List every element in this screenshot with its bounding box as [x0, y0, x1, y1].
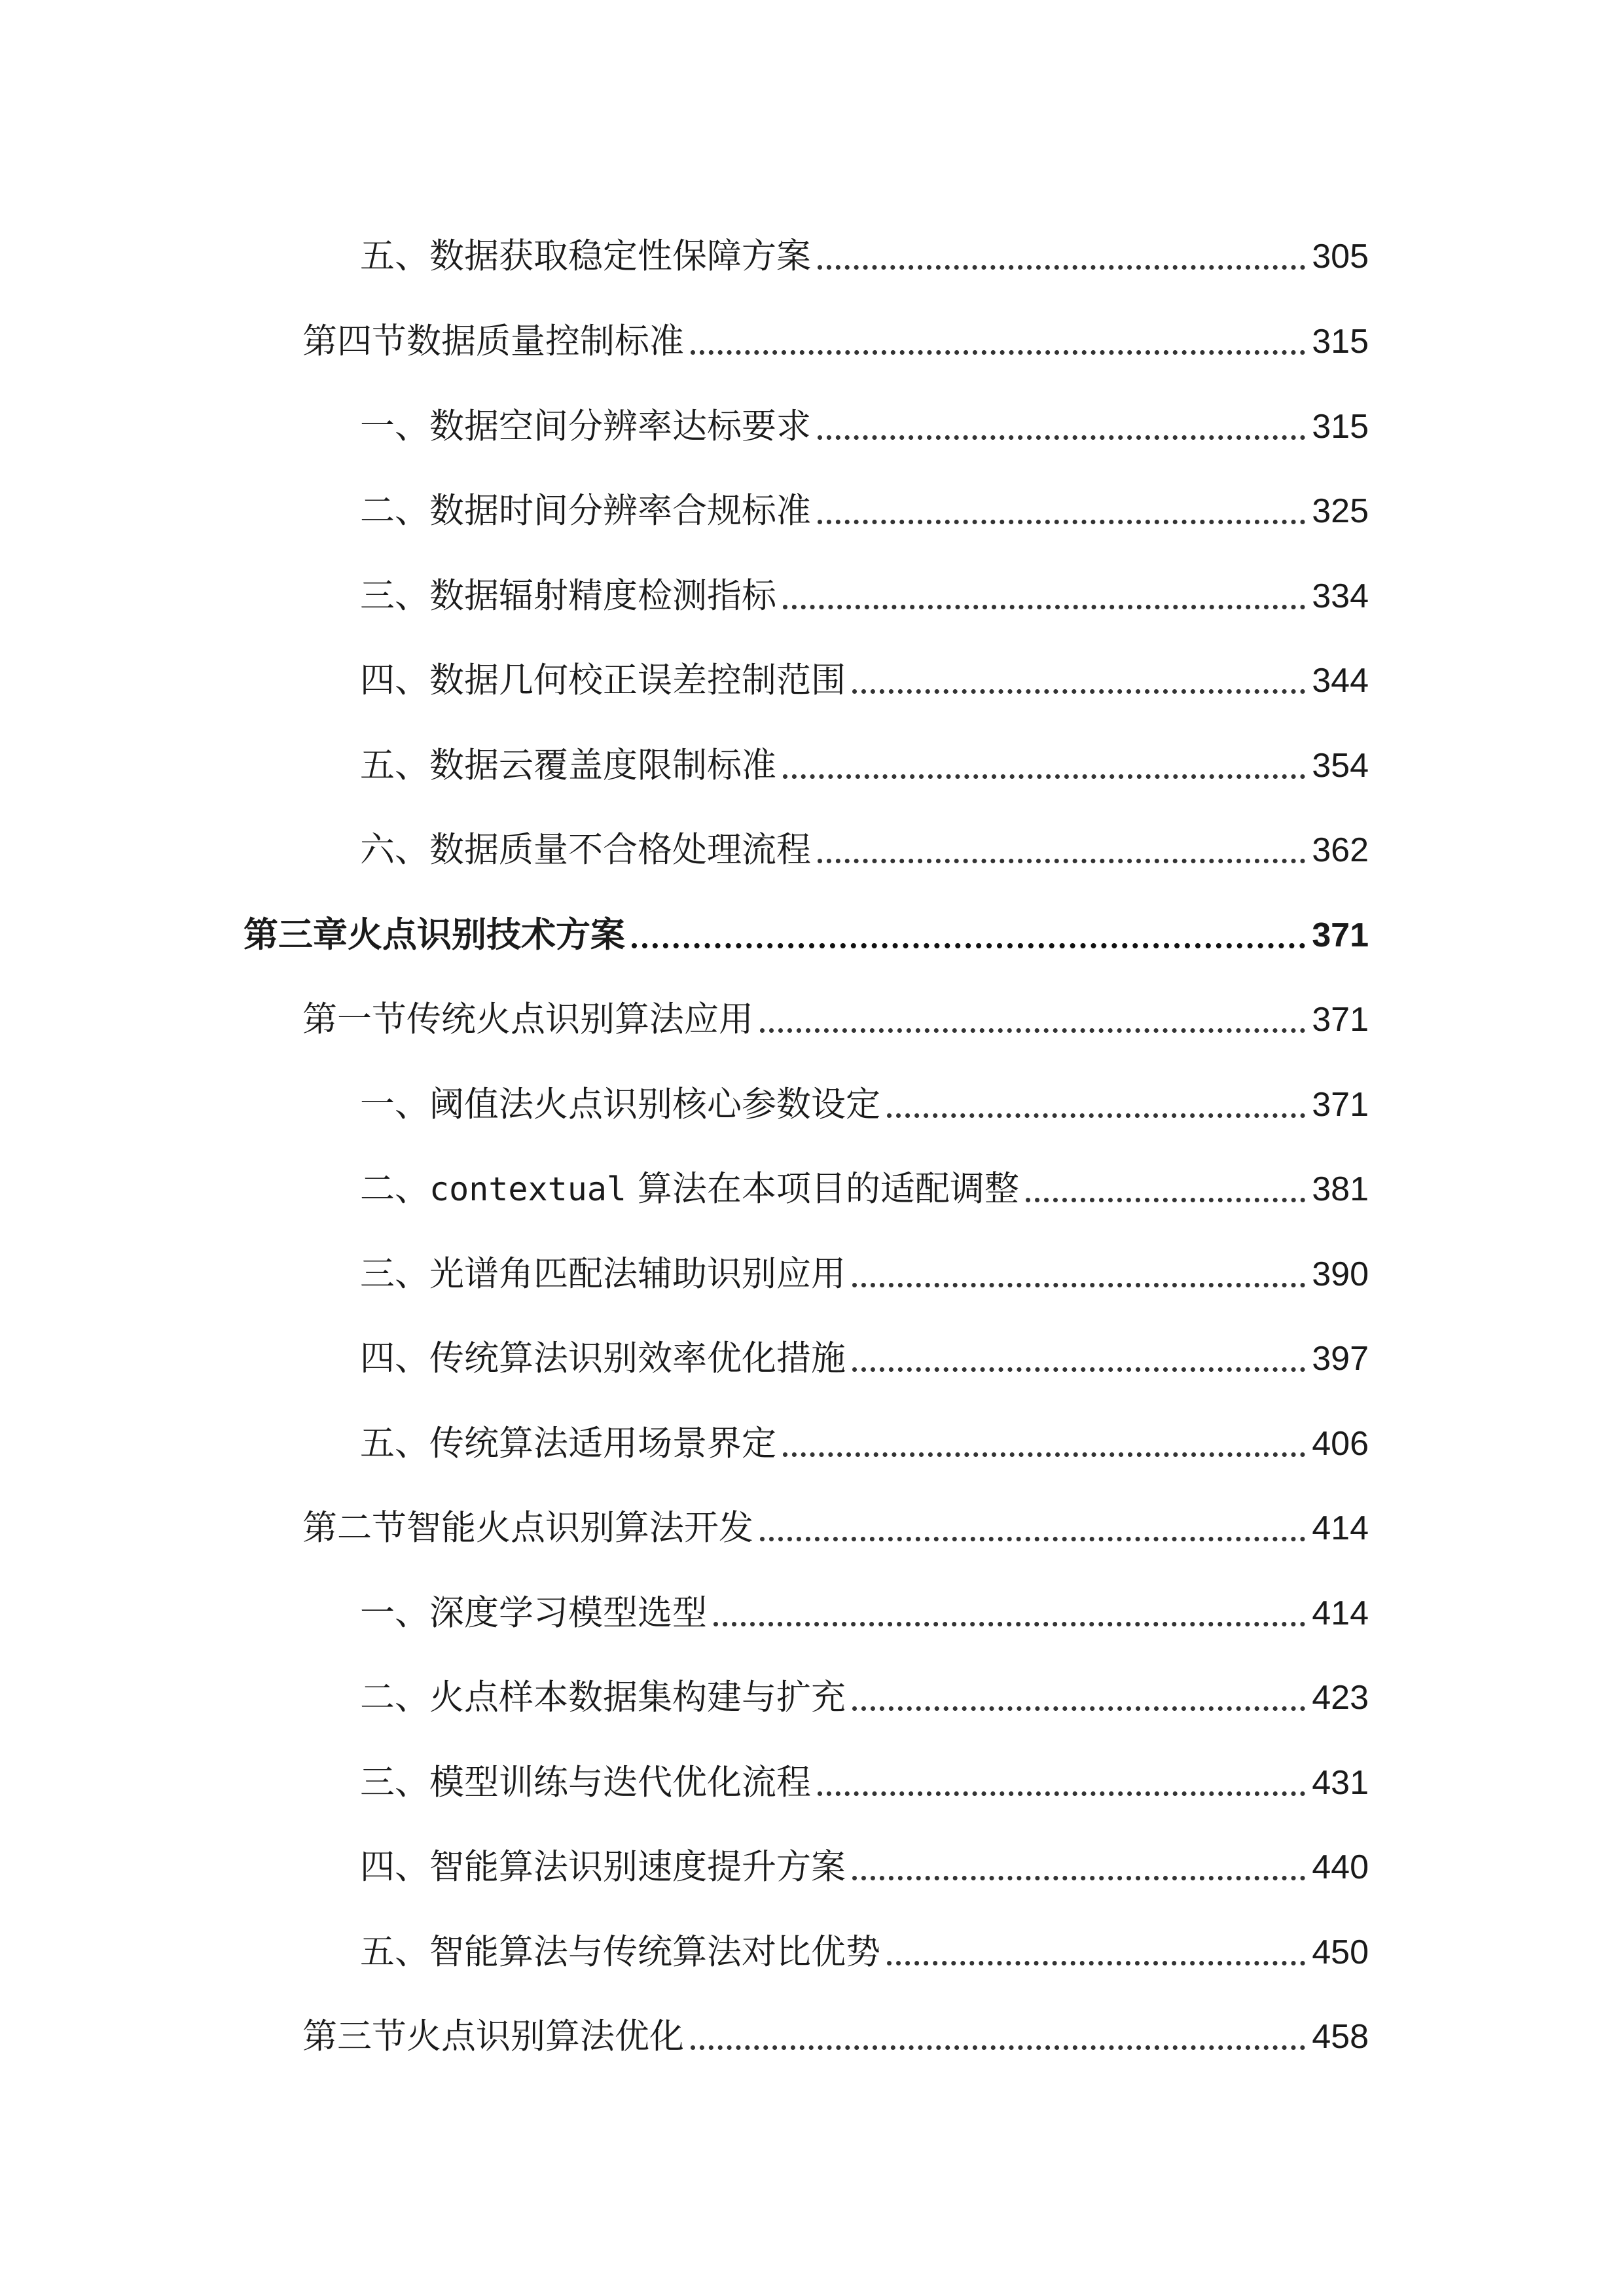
toc-entry[interactable] [360, 1565, 1369, 1633]
dot-leader [818, 435, 1305, 440]
toc-entry[interactable] [360, 802, 1369, 870]
toc-entry-title: 四、数据几何校正误差控制范围 [360, 660, 846, 700]
toc-entry-title: 三、数据辐射精度检测指标 [360, 576, 776, 616]
toc-entry-title: 第三节火点识别算法优化 [302, 2017, 684, 2056]
dot-leader [783, 774, 1305, 779]
toc-entry[interactable] [360, 548, 1369, 616]
toc-entry-title: 四、智能算法识别速度提升方案 [360, 1847, 846, 1887]
toc-page-number: 305 [1312, 238, 1369, 276]
dot-leader [632, 943, 1305, 948]
toc-entry[interactable] [360, 717, 1369, 783]
toc-entry-title: 第四节数据质量控制标准 [302, 321, 684, 361]
toc-entry[interactable] [360, 1141, 1369, 1209]
toc-title-prefix: 二、 [360, 1169, 429, 1209]
dot-leader [887, 1113, 1305, 1118]
toc-entry[interactable] [302, 1988, 1369, 2054]
toc-entry[interactable] [360, 208, 1369, 274]
dot-leader [852, 1283, 1305, 1287]
toc-page-number: 406 [1312, 1425, 1369, 1463]
toc-entry-title: 第二节智能火点识别算法开发 [302, 1508, 753, 1548]
toc-page-number: 354 [1312, 747, 1369, 785]
toc-page-number: 423 [1312, 1679, 1369, 1717]
toc-entry-title [360, 1169, 1019, 1209]
dot-leader [691, 2045, 1305, 2050]
dot-leader [760, 1028, 1305, 1033]
toc-entry-title: 四、传统算法识别效率优化措施 [360, 1338, 846, 1378]
toc-entry-title: 第一节传统火点识别算法应用 [302, 999, 753, 1039]
toc-page-number: 315 [1312, 323, 1369, 361]
toc-page-number: 431 [1312, 1764, 1369, 1802]
toc-entry[interactable] [360, 1734, 1369, 1803]
toc-entry[interactable] [360, 1904, 1369, 1972]
toc-entry[interactable] [360, 1056, 1369, 1122]
dot-leader [760, 1537, 1305, 1541]
dot-leader [852, 689, 1305, 694]
toc-entry[interactable] [360, 1649, 1369, 1715]
toc-page-number: 344 [1312, 662, 1369, 700]
toc-entry[interactable] [360, 1819, 1369, 1887]
toc-page-number: 315 [1312, 408, 1369, 446]
dot-leader [783, 605, 1305, 609]
toc-title-suffix: 算法在本项目的适配调整 [626, 1169, 1019, 1209]
toc-entry[interactable] [302, 293, 1369, 359]
toc-entry-title: 一、阈值法火点识别核心参数设定 [360, 1085, 880, 1124]
toc-page-number: 381 [1312, 1170, 1369, 1208]
toc-page-number: 371 [1312, 1001, 1369, 1039]
toc-entry[interactable] [360, 378, 1369, 444]
toc-entry[interactable] [360, 632, 1369, 698]
toc-entry-title: 二、火点样本数据集构建与扩充 [360, 1677, 846, 1717]
toc-entry[interactable] [302, 1480, 1369, 1548]
dot-leader [1026, 1198, 1305, 1202]
toc-entry[interactable] [360, 1226, 1369, 1294]
dot-leader [852, 1876, 1305, 1880]
toc-entry-title: 第三章火点识别技术方案 [244, 915, 625, 955]
dot-leader [818, 1791, 1305, 1796]
toc-page-number: 414 [1312, 1509, 1369, 1547]
dot-leader [852, 1367, 1305, 1372]
dot-leader [691, 350, 1305, 355]
dot-leader [818, 859, 1305, 863]
toc-page-number: 414 [1312, 1594, 1369, 1632]
toc-entry-title: 一、深度学习模型选型 [360, 1593, 707, 1633]
dot-leader [783, 1452, 1305, 1457]
dot-leader [818, 265, 1305, 270]
toc-page-number: 440 [1312, 1848, 1369, 1886]
toc-title-code: contextual [429, 1170, 627, 1208]
toc-entry-title: 五、智能算法与传统算法对比优势 [360, 1932, 880, 1972]
toc-entry-title: 三、模型训练与迭代优化流程 [360, 1763, 811, 1803]
toc-entry-chapter[interactable] [244, 887, 1369, 955]
toc-page-number: 371 [1312, 1086, 1369, 1124]
toc-page-number: 371 [1312, 916, 1369, 954]
toc-entry-title: 二、数据时间分辨率合规标准 [360, 491, 811, 531]
toc-page-number: 390 [1312, 1255, 1369, 1293]
toc-page-number: 325 [1312, 492, 1369, 530]
dot-leader [852, 1706, 1305, 1711]
dot-leader [818, 520, 1305, 524]
toc-entry[interactable] [360, 463, 1369, 531]
toc-entry-title: 五、传统算法适用场景界定 [360, 1424, 776, 1463]
dot-leader [887, 1961, 1305, 1965]
toc-entry-title: 一、数据空间分辨率达标要求 [360, 406, 811, 446]
toc-page-number: 397 [1312, 1340, 1369, 1378]
toc-page-number: 362 [1312, 831, 1369, 869]
toc-page-number: 458 [1312, 2018, 1369, 2056]
toc-entry[interactable] [360, 1310, 1369, 1376]
dot-leader [713, 1622, 1305, 1626]
toc-entry-title: 六、数据质量不合格处理流程 [360, 830, 811, 870]
toc-entry[interactable] [302, 971, 1369, 1037]
toc-page-number: 334 [1312, 577, 1369, 615]
toc-entry-title: 五、数据获取稳定性保障方案 [360, 236, 811, 276]
toc-page-number: 450 [1312, 1933, 1369, 1971]
toc-entry-title: 五、数据云覆盖度限制标准 [360, 745, 776, 785]
toc-entry[interactable] [360, 1395, 1369, 1461]
toc-entry-title: 三、光谱角匹配法辅助识别应用 [360, 1254, 846, 1294]
